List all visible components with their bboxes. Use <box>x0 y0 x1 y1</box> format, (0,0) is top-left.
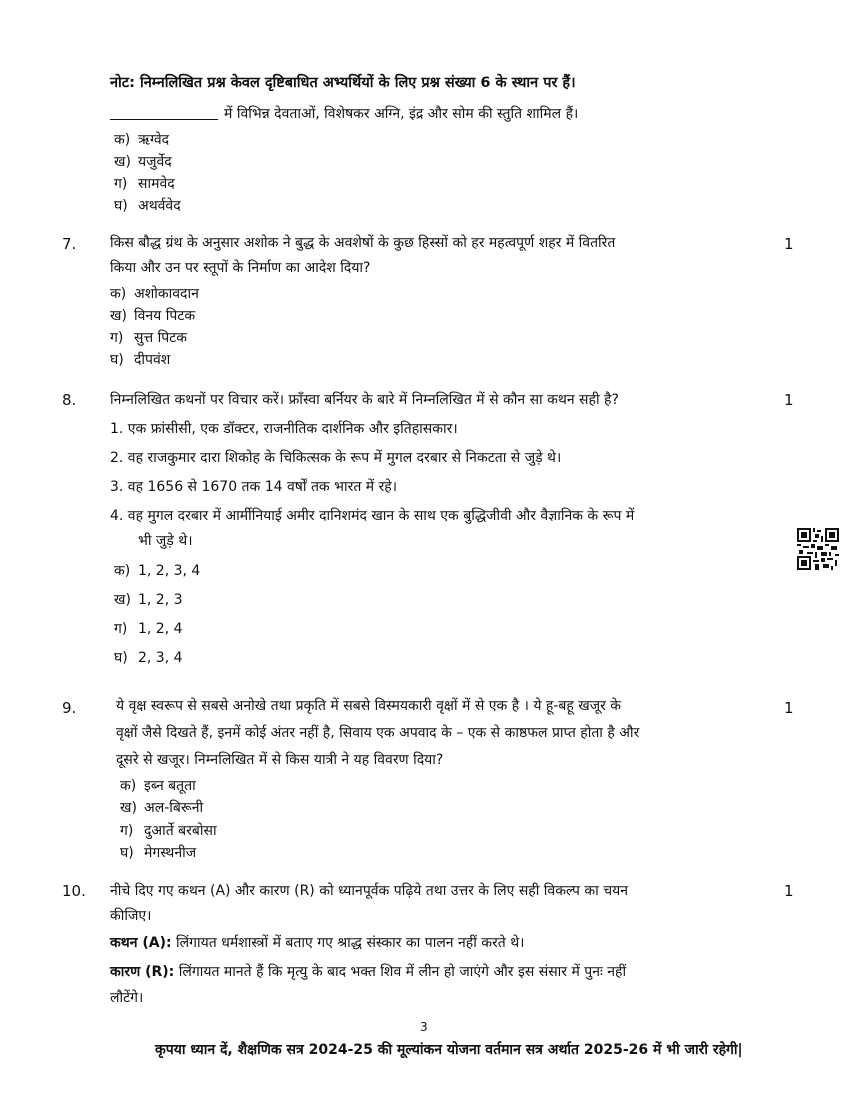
note-heading: नोट: निम्नलिखित प्रश्न केवल दृष्टिबाधित अभ्यर्थियों के लिए प्रश्न संख्या 6 के स्थान पर हैं। <box>110 75 576 91</box>
q8-marks: 1 <box>784 391 794 409</box>
reason-text: लिंगायत मानते हैं कि मृत्यु के बाद भक्त शिव में लीन हो जाएंगे और इस संसार में पुनः नहीं <box>178 964 627 980</box>
q10-marks: 1 <box>784 882 794 900</box>
q7-number: 7. <box>62 235 77 253</box>
q8-statement-3: 3. वह 1656 से 1670 तक 14 वर्षों तक भारत में रहे। <box>110 479 398 495</box>
q8-number: 8. <box>62 391 77 409</box>
q6alt-option-d: घ) अथर्ववेद <box>114 198 181 214</box>
q9-text-line1: ये वृक्ष स्वरूप से सबसे अनोखे तथा प्रकृति में सबसे विस्मयकारी वृक्षों में से एक है । ये हू-बहू खजूर के <box>116 698 622 714</box>
assertion-text: लिंगायत धर्मशास्त्रों में बताए गए श्राद्ध संस्कार का पालन नहीं करते थे। <box>176 935 525 951</box>
q10-number: 10. <box>62 882 86 900</box>
q8-option-d: घ) 2, 3, 4 <box>114 650 183 666</box>
q6alt-option-b: ख) यजुर्वेद <box>114 154 172 170</box>
q8-statement-1: 1. एक फ्रांसीसी, एक डॉक्टर, राजनीतिक दार्शनिक और इतिहासकार। <box>110 421 458 437</box>
q8-option-c: ग) 1, 2, 4 <box>114 621 183 637</box>
page-number: 3 <box>420 1020 428 1034</box>
q8-statement-4: 4. वह मुगल दरबार में आर्मीनियाई अमीर दानिशमंद खान के साथ एक बुद्धिजीवी और वैज्ञानिक के रूप में <box>110 508 635 524</box>
q9-text-line2: वृक्षों जैसे दिखते हैं, इनमें कोई अंतर नहीं है, सिवाय एक अपवाद के – एक से काष्ठफल प्राप्त होता है और <box>116 725 640 741</box>
q6alt-question <box>110 104 578 123</box>
q7-text-line1: किस बौद्ध ग्रंथ के अनुसार अशोक ने बुद्ध के अवशेषों के कुछ हिस्सों को हर महत्वपूर्ण शहर में वितरित <box>110 235 616 251</box>
q9-option-c: ग) दुआर्ते बरबोसा <box>120 823 217 839</box>
q7-text-line2: किया और उन पर स्तूपों के निर्माण का आदेश दिया? <box>110 260 371 276</box>
q8-option-b: ख) 1, 2, 3 <box>114 592 183 608</box>
q7-option-a: क) अशोकावदान <box>110 286 199 302</box>
q10-reason <box>110 962 626 981</box>
q6alt-option-c: ग) सामवेद <box>114 176 175 192</box>
fill-in-blank <box>110 119 218 120</box>
q10-text-line1: नीचे दिए गए कथन (A) और कारण (R) को ध्यानपूर्वक पढ़िये तथा उत्तर के लिए सही विकल्प का चयन <box>110 883 628 899</box>
q8-statement-4-cont: भी जुड़े थे। <box>138 533 193 549</box>
q6alt-text: में विभिन्न देवताओं, विशेषकर अग्नि, इंद्र और सोम की स्तुति शामिल हैं। <box>224 106 579 122</box>
reason-label: कारण (R): <box>110 964 175 980</box>
q10-assertion <box>110 933 524 952</box>
footer-notice: कृपया ध्यान दें, शैक्षणिक सत्र 2024-25 की मूल्यांकन योजना वर्तमान सत्र अर्थात 2025-26 में भी जारी रहेगी| <box>155 1042 743 1058</box>
q8-text: निम्नलिखित कथनों पर विचार करें। फ्राँस्वा बर्नियर के बारे में निम्नलिखित में से कौन सा कथन सही है? <box>110 392 619 408</box>
q9-marks: 1 <box>784 699 794 717</box>
q7-marks: 1 <box>784 235 794 253</box>
q10-text-line2: कीजिए। <box>110 908 152 924</box>
q8-statement-2: 2. वह राजकुमार दारा शिकोह के चिकित्सक के रूप में मुगल दरबार से निकटता से जुड़े थे। <box>110 450 562 466</box>
q9-option-a: क) इब्न बतूता <box>120 778 196 794</box>
q9-text-line3: दूसरे से खजूर। निम्नलिखित में से किस यात्री ने यह विवरण दिया? <box>116 752 444 768</box>
q7-option-c: ग) सुत्त पिटक <box>110 330 187 346</box>
q7-option-b: ख) विनय पिटक <box>110 308 196 324</box>
qr-code <box>797 528 839 570</box>
q6alt-option-a: क) ऋग्वेद <box>114 132 170 148</box>
q8-option-a: क) 1, 2, 3, 4 <box>114 563 201 579</box>
q9-option-b: ख) अल-बिरूनी <box>120 800 204 816</box>
assertion-label: कथन (A): <box>110 935 172 951</box>
q9-option-d: घ) मेगस्थनीज <box>120 845 197 861</box>
q9-number: 9. <box>62 699 77 717</box>
q10-reason-cont: लौटेंगे। <box>110 990 144 1006</box>
q7-option-d: घ) दीपवंश <box>110 352 171 368</box>
